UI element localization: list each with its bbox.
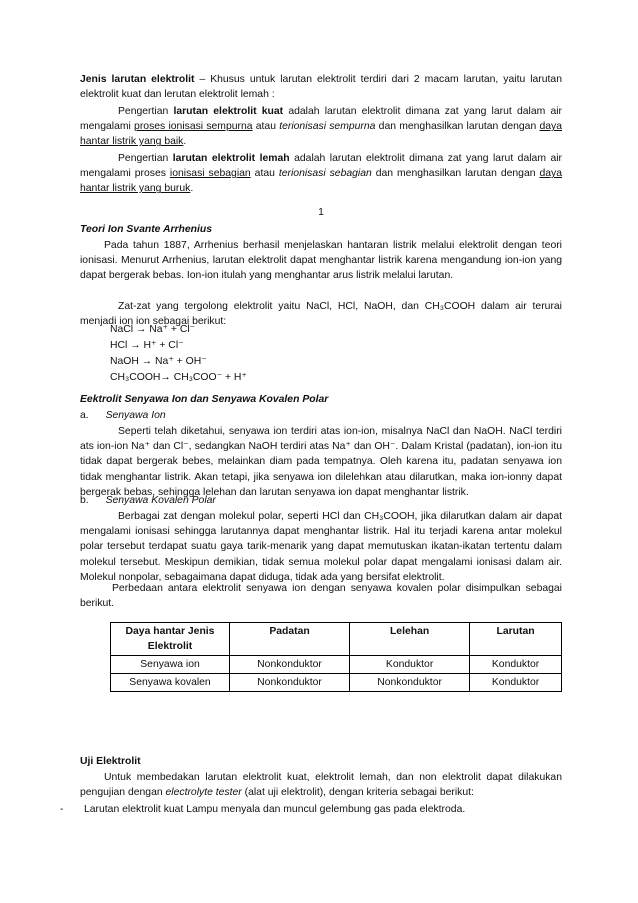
term-elektrolit-lemah: larutan elektrolit lemah: [172, 153, 290, 164]
bullet-marker: -: [60, 804, 64, 815]
table-cell: Konduktor: [470, 656, 562, 674]
term-jenis-larutan: Jenis larutan elektrolit: [80, 74, 195, 85]
paragraph-arrhenius: [80, 238, 562, 284]
text: atau: [252, 121, 280, 133]
underlined-term: ionisasi sebagian: [169, 168, 251, 180]
table-cell: Senyawa kovalen: [111, 674, 230, 692]
section-heading-arrhenius: [80, 222, 562, 237]
table-row: [111, 674, 562, 692]
table-header-row: [111, 623, 562, 656]
text: atau: [250, 168, 279, 180]
equation-naoh: NaOH → Na⁺ + OH⁻: [110, 356, 207, 367]
italic-term: terionisasi sebagian: [278, 168, 372, 180]
text: Berbagai zat dengan molekul polar, seperti HCl dan CH₃COOH, jika dilarutkan dalam air dapat mengalami ionisasi sehingga larutannya dapat menghantar listrik. Hal itu terjadi karena antar molekul polar tersebut terdapat suatu gaya tarik-menarik yang dapat memutuskan ikatan-ikatan tertentu dalam molekul tersebut. Meskipun demikian, tidak semua molekul polar dapat mengalami ionisasi dalam air. Molekul nonpolar, sebagaimana dapat diduga, tidak ada yang bersifat elektrolit.: [80, 511, 562, 583]
paragraph-senyawa-ion: [80, 424, 562, 500]
text: Untuk membedakan larutan elektrolit kuat, elektrolit lemah, dan non elektrolit dapat dilakukan pengujian dengan: [80, 772, 562, 799]
text: dan menghasilkan larutan dengan: [375, 121, 540, 133]
paragraph-comparison: [80, 581, 562, 611]
paragraph-elektrolit-lemah: [80, 151, 562, 197]
table-header-cell: Lelehan: [350, 623, 470, 656]
subheading-senyawa-kovalen: [80, 493, 562, 508]
section-heading-uji-elektrolit: [80, 754, 562, 769]
text: Seperti telah diketahui, senyawa ion terdiri atas ion-ion, misalnya NaCl dan NaOH. NaCl terdiri ats ion-ion Na⁺ dan Cl⁻, sedangkan NaOH terdiri atas Na⁺ dan OH⁻. Dalam Kristal (padatan), ion-ion itu tidak dapat bergerak bebes, melainkan diam pada tempatnya. Oleh karena itu, padatan senyawa ion tidak menghantar listrik. Akan tetapi, jika senyawa ion dilelehkan atau dilarutkan, maka ion-ionny dapat bergerak bebas, sehingga lelehan dan larutan senyawa ion dapat menghantar listrik.: [80, 426, 562, 498]
paragraph-jenis-larutan: [80, 72, 562, 102]
text: adalah larutan elektrolit dimana zat yang larut dalam air mengalami proses: [80, 153, 562, 180]
table-cell: Nonkonduktor: [230, 674, 350, 692]
text: dan menghasilkan larutan dengan: [371, 168, 540, 180]
table-cell: Konduktor: [350, 656, 470, 674]
comparison-table: [110, 622, 562, 692]
table-row: [111, 656, 562, 674]
italic-term: electrolyte tester: [165, 787, 242, 799]
heading-text: Teori Ion Svante Arrhenius: [80, 224, 213, 235]
text: Pada tahun 1887, Arrhenius berhasil menjelaskan hantaran listrik melalui elektrolit dengan teori ionisasi. Menurut Arrhenius, larutan elektrolit dapat menghantar listrik karena mengandung ion-ion yang dapat bergerak bebas. Ion-ion itulah yang menghantar arus listrik melalui larutan.: [80, 240, 562, 282]
paragraph-uji-elektrolit: [80, 770, 562, 800]
text: .: [183, 136, 187, 148]
heading-text: Uji Elektrolit: [80, 756, 141, 767]
subheading-text: Senyawa Kovalen Polar: [105, 495, 216, 506]
equation-nacl: NaCl → Na⁺ + Cl⁻: [110, 324, 196, 335]
table-header-cell: Larutan: [470, 623, 562, 656]
underlined-term: proses ionisasi sempurna: [134, 121, 253, 133]
underlined-term: daya hantar listrik yang buruk: [80, 168, 562, 195]
text: Pengertian: [118, 153, 173, 164]
text: .: [190, 183, 194, 195]
table-header-cell: Padatan: [230, 623, 350, 656]
text: – Khusus untuk larutan elektrolit terdiri dari 2 macam larutan, yaitu larutan elektrolit kuat dan lerutan elektrolit lemah :: [80, 74, 562, 101]
section-heading-elektrolit-senyawa: [80, 392, 562, 407]
paragraph-elektrolit-kuat: [80, 104, 562, 150]
paragraph-senyawa-kovalen: [80, 509, 562, 585]
list-label: b.: [80, 495, 89, 506]
subheading-text: Senyawa Ion: [105, 410, 166, 421]
italic-term: terionisasi sempurna: [279, 121, 376, 133]
underlined-term: daya hantar listrik yang baik: [80, 121, 562, 148]
list-label: a.: [80, 410, 89, 421]
equation-hcl: HCl → H⁺ + Cl⁻: [110, 340, 184, 351]
page-number: 1: [318, 207, 324, 218]
text: Zat-zat yang tergolong elektrolit yaitu NaCl, HCl, NaOH, dan CH₃COOH dalam air terurai menjadi ion ion sebagai berikut:: [80, 301, 562, 328]
equation-ch3cooh: CH₃COOH→ CH₃COO⁻ + H⁺: [110, 372, 247, 383]
text: Pengertian: [118, 106, 174, 117]
text: adalah larutan elektrolit dimana zat yang larut dalam air mengalami: [80, 106, 562, 133]
term-elektrolit-kuat: larutan elektrolit kuat: [173, 106, 284, 117]
text: (alat uji elektrolit), dengan kriteria sebagai berikut:: [241, 787, 474, 799]
heading-text: Eektrolit Senyawa Ion dan Senyawa Kovalen Polar: [80, 394, 329, 405]
table-header-cell: Daya hantar Jenis Elektrolit: [111, 623, 230, 656]
bullet-item-elektrolit-kuat: Larutan elektrolit kuat Lampu menyala dan muncul gelembung gas pada elektroda.: [84, 804, 466, 815]
table-cell: Konduktor: [470, 674, 562, 692]
text: Perbedaan antara elektrolit senyawa ion dengan senyawa kovalen polar disimpulkan sebagai berikut.: [80, 583, 562, 610]
subheading-senyawa-ion: [80, 408, 562, 423]
table-cell: Nonkonduktor: [230, 656, 350, 674]
table-cell: Senyawa ion: [111, 656, 230, 674]
table-cell: Nonkonduktor: [350, 674, 470, 692]
